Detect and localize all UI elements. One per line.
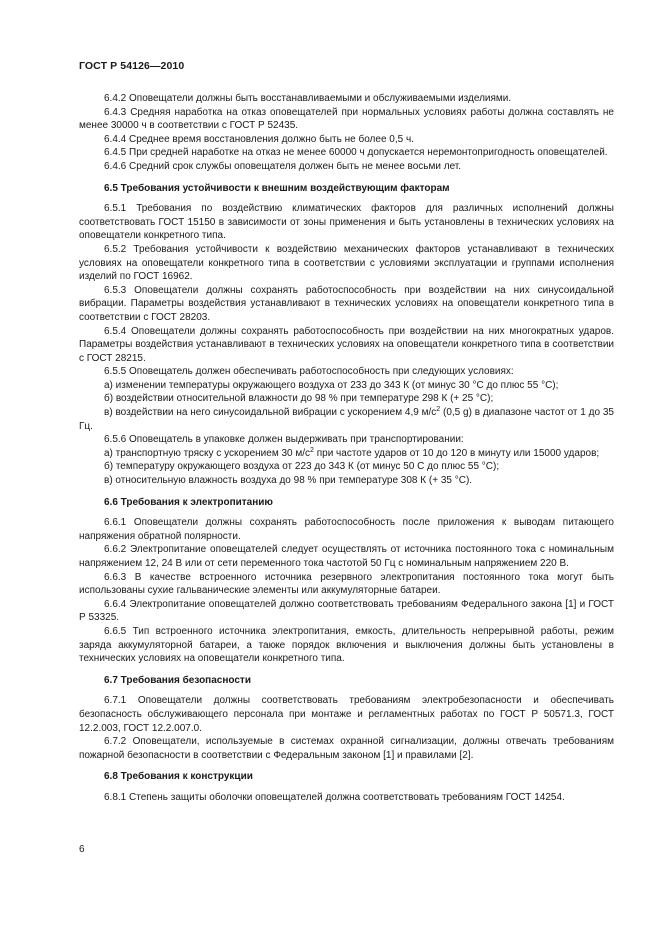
paragraph: б) температуру окружающего воздуха от 223 до 343 К (от минус 50 С до плюс 55 °С); <box>104 461 500 473</box>
page-number: 6 <box>79 844 85 855</box>
section-heading: 6.6 Требования к электропитанию <box>104 496 273 508</box>
section-heading: 6.8 Требования к конструкции <box>104 771 253 783</box>
paragraph: 6.6.2 Электропитание оповещателей следует осуществлять от источника постоянного тока с номинальным напряжением 12, 24 В или от сети переменного тока частотой 50 Гц с номинальным напряжением 220 В. <box>79 544 614 569</box>
paragraph-text: а) транспортную тряску с ускорением 30 м/с <box>104 447 311 459</box>
document-body <box>79 92 614 805</box>
paragraph: 6.4.6 Средний срок службы оповещателя должен быть не менее восьми лет. <box>104 160 462 172</box>
superscript: 2 <box>310 446 314 454</box>
superscript: 2 <box>436 406 441 414</box>
paragraph: а) изменении температуры окружающего воздуха от 233 до 343 К (от минус 30 °С до плюс 55 °С); <box>104 379 559 391</box>
paragraph: 6.6.1 Оповещатели должны сохранять работоспособность после приложения к выводам питающего напряжения обратной полярности. <box>79 517 614 542</box>
paragraph-text: при частоте ударов от 10 до 120 в минуту или 15000 ударов; <box>313 447 600 459</box>
paragraph <box>79 406 614 433</box>
paragraph: 6.7.1 Оповещатели должны соответствовать требованиям электробезопасности и обеспечивать безопасность обслуживающего персонала при монтаже и регламентных работах по ГОСТ Р 50571.3, ГОСТ 12.2.003, ГОСТ 12.2.007.0. <box>79 695 614 734</box>
paragraph: 6.6.5 Тип встроенного источника электропитания, емкость, длительность непрерывной работы, режим заряда аккумуляторной батареи, а также порядок включения и выключения должны быть установлены в технических условиях на оповещатели конкретного типа. <box>79 625 614 665</box>
paragraph: 6.6.3 В качестве встроенного источника резервного электропитания постоянного тока могут быть использованы сухие гальванические элементы или аккумуляторные батареи. <box>79 571 614 597</box>
paragraph: 6.4.4 Среднее время восстановления должно быть не более 0,5 ч. <box>104 133 414 145</box>
paragraph: 6.7.2 Оповещатели, используемые в системах охранной сигнализации, должны отвечать требованиям пожарной безопасности в соответствии с Федеральным законом [1] и правилами [2]. <box>79 736 614 761</box>
paragraph: в) относительную влажность воздуха до 98 % при температуре 308 К (+ 35 °С). <box>104 475 473 487</box>
paragraph: 6.6.4 Электропитание оповещателей должно соответствовать требованиям Федерального закона [1] и ГОСТ Р 53325. <box>79 598 614 624</box>
paragraph-text: (0,5 g) в диапазоне частот от 1 до 35 Гц. <box>79 407 614 432</box>
paragraph: 6.4.2 Оповещатели должны быть восстанавливаемыми и обслуживаемыми изделиями. <box>104 93 512 104</box>
paragraph: 6.8.1 Степень защиты оболочки оповещателей должна соответствовать требованиям ГОСТ 14254. <box>104 791 565 803</box>
paragraph: 6.5.4 Оповещатели должны сохранять работоспособность при воздействии на них многократных ударов. Параметры воздействия устанавливают в технических условиях на оповещатели конкретного типа в соответствии с ГОСТ 28215. <box>79 325 614 364</box>
paragraph: 6.4.5 При средней наработке на отказ не менее 60000 ч допускается неремонтопригодность оповещателей. <box>104 147 608 159</box>
paragraph: 6.5.6 Оповещатель в упаковке должен выдерживать при транспортировании: <box>104 434 464 446</box>
section-heading: 6.7 Требования безопасности <box>104 674 251 686</box>
paragraph-text: в) воздействии на него синусоидальной вибрации с ускорением 4,9 м/с <box>104 407 437 419</box>
paragraph: 6.5.5 Оповещатель должен обеспечивать работоспособность при следующих условиях: <box>104 366 514 378</box>
paragraph: 6.5.2 Требования устойчивости к воздействию механических факторов устанавливают в технических условиях на оповещатели конкретного типа в соответствии с условиями эксплуатации и группами исполнения изделий по ГОСТ 16962. <box>79 243 614 283</box>
section-heading: 6.5 Требования устойчивости к внешним воздействующим факторам <box>104 182 450 194</box>
document-code-header: ГОСТ Р 54126—2010 <box>79 60 185 72</box>
paragraph: б) воздействии относительной влажности до 98 % при температуре 298 К (+ 25 °С); <box>104 393 494 405</box>
paragraph: 6.5.3 Оповещатели должны сохранять работоспособность при воздействии на них синусоидальной вибрации. Параметры воздействия устанавливают в технических условиях на оповещатели конкретного типа в соответствии с ГОСТ 28203. <box>79 284 614 323</box>
paragraph: 6.5.1 Требования по воздействию климатических факторов для различных исполнений должны соответствовать ГОСТ 15150 в зависимости от зоны применения и быть установлены в технических условиях на оповещатели конкретного типа. <box>79 203 614 242</box>
paragraph <box>79 447 614 461</box>
paragraph: 6.4.3 Средняя наработка на отказ оповещателей при нормальных условиях работы должна составлять не менее 30000 ч в соответствии с ГОСТ Р 52435. <box>79 106 614 132</box>
